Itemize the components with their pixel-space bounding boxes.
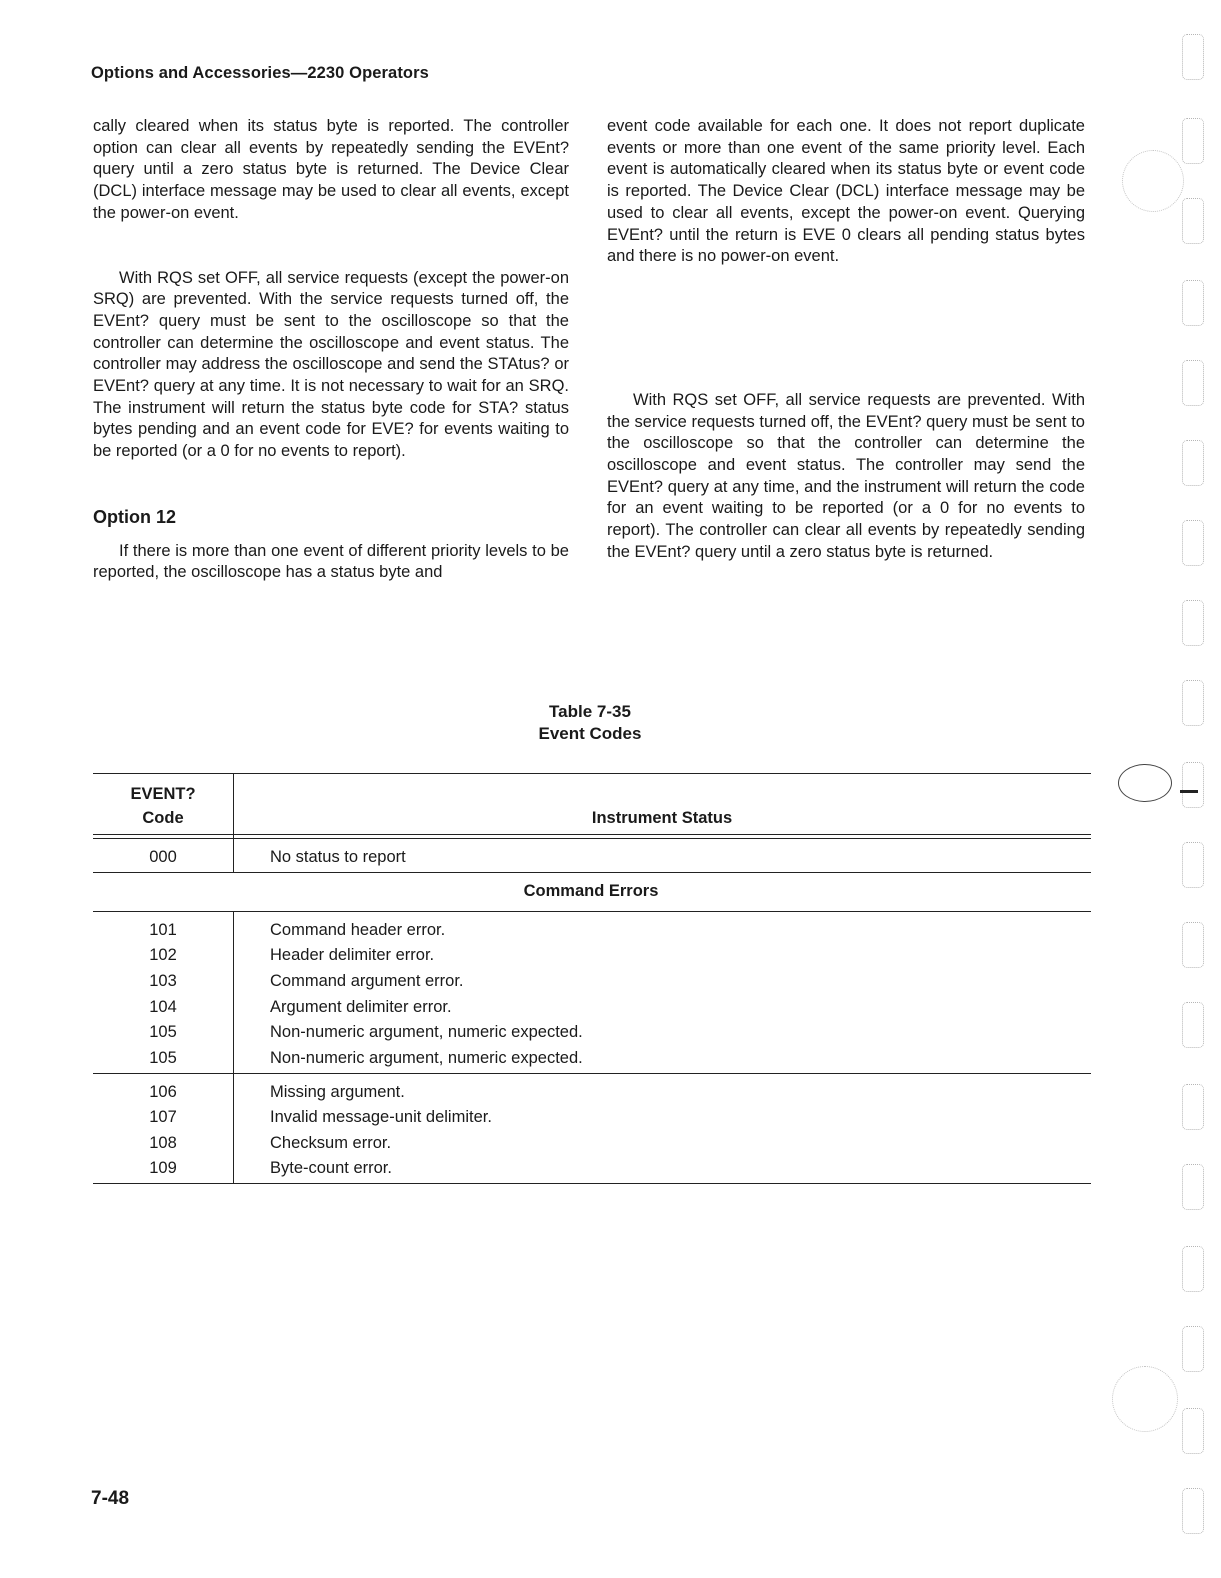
table-row-status: Invalid message-unit delimiter. xyxy=(270,1108,492,1126)
table-row-status: No status to report xyxy=(270,848,406,866)
left-paragraph-1: cally cleared when its status byte is reported. The controller option can clear all events by repeatedly sending the EVEnt? query until a zero status byte is returned. The Device Clear (DCL) interface message may be used to clear all events, except the power-on event. xyxy=(93,117,569,222)
section-heading-option-12: Option 12 xyxy=(93,506,177,527)
binder-ring-icon xyxy=(1112,1366,1178,1432)
table-row-code: 108 xyxy=(149,1134,177,1152)
code-header-line1: EVENT? xyxy=(130,785,196,803)
page-number: 7-48 xyxy=(91,1488,130,1509)
table-row-status: Argument delimiter error. xyxy=(270,998,452,1016)
table-row-code: 104 xyxy=(149,998,177,1016)
table-row-status: Command argument error. xyxy=(270,972,464,990)
binder-hole xyxy=(1182,1488,1204,1534)
table-row-code: 101 xyxy=(149,921,177,939)
binder-hole xyxy=(1182,1002,1204,1048)
table-row-code: 105 xyxy=(149,1023,177,1041)
left-paragraph-3: If there is more than one event of different priority levels to be reported, the oscilloscope has a status byte and xyxy=(93,541,569,582)
binder-ring-icon xyxy=(1122,150,1184,212)
table-row-code: 000 xyxy=(149,848,177,866)
left-paragraph-2: With RQS set OFF, all service requests (except the power-on SRQ) are prevented. With the service requests turned off, the EVEnt? query must be sent to the oscilloscope so that the controller can determine the oscilloscope and event status. The controller may address the oscilloscope and send the STAtus? or EVEnt? query at any time. It is not necessary to wait for an SRQ. The instrument will return the status byte code for STA? status bytes pending and an event code for EVE? for events waiting to be reported (or a 0 for no events to report). xyxy=(93,268,569,461)
binder-hole xyxy=(1182,1164,1204,1210)
section-title-command-errors: Command Errors xyxy=(523,882,659,900)
table-row-code: 107 xyxy=(149,1108,177,1126)
table-row-status: Byte-count error. xyxy=(270,1159,392,1177)
table-row-code: 103 xyxy=(149,972,177,990)
binder-hole xyxy=(1182,1326,1204,1372)
table-bottom-rule xyxy=(93,1183,1091,1184)
table-row-status: Checksum error. xyxy=(270,1134,392,1152)
table-row-status: Header delimiter error. xyxy=(270,946,435,964)
code-header-line2: Code xyxy=(142,809,184,827)
binder-hole xyxy=(1182,762,1204,808)
table-row-status: Non-numeric argument, numeric expected. xyxy=(270,1049,583,1067)
binder-hole xyxy=(1182,1408,1204,1454)
right-paragraph-1: event code available for each one. It does not report duplicate events or more than one event of the same priority level. Each event is automatically cleared when its status byte or event code is reported. The Device Clear (DCL) interface message may be used to clear all events, except the power-on event. Querying EVEnt? until the return is EVE 0 clears all pending status bytes and there is no power-on event. xyxy=(607,117,1085,266)
section-rule-bottom xyxy=(93,911,1091,912)
binder-holes xyxy=(1170,0,1221,1578)
binder-hole xyxy=(1182,842,1204,888)
table-row-code: 102 xyxy=(149,946,177,964)
running-head: Options and Accessories—2230 Operators xyxy=(91,64,429,82)
header-rule-2 xyxy=(93,838,1091,839)
binder-hole xyxy=(1182,1084,1204,1130)
binder-ring-icon xyxy=(1118,764,1172,802)
binder-hole xyxy=(1182,198,1204,244)
binder-hole xyxy=(1182,680,1204,726)
status-header: Instrument Status xyxy=(591,809,733,827)
left-column xyxy=(93,116,569,584)
binder-hole xyxy=(1182,280,1204,326)
table-row-status: Missing argument. xyxy=(270,1083,405,1101)
binder-hole xyxy=(1182,360,1204,406)
right-paragraph-2: With RQS set OFF, all service requests are prevented. With the service requests turned off, the EVEnt? query must be sent to the oscilloscope so that the controller can determine the oscilloscope and event status. The controller may send the EVEnt? query at any time, and the instrument will return the code for an event waiting to be reported (or a 0 for no events to report). The controller can clear all events by repeatedly sending the EVEnt? query until a zero status byte is returned. xyxy=(607,390,1085,561)
column-divider-bottom xyxy=(233,911,234,1183)
table-row-code: 106 xyxy=(149,1083,177,1101)
table-title: Event Codes xyxy=(538,724,642,743)
binder-hole xyxy=(1182,922,1204,968)
binder-hole xyxy=(1182,118,1204,164)
table-number: Table 7-35 xyxy=(549,702,631,721)
binder-hole xyxy=(1182,34,1204,80)
header-rule-1 xyxy=(93,834,1091,835)
section-rule-top xyxy=(93,872,1091,873)
table-row-code: 105 xyxy=(149,1049,177,1067)
binder-hole xyxy=(1182,520,1204,566)
table-row-status: Non-numeric argument, numeric expected. xyxy=(270,1023,583,1041)
group-divider-rule xyxy=(93,1073,1091,1074)
tab-marker xyxy=(1180,790,1198,793)
table-top-rule xyxy=(93,773,1091,774)
binder-hole xyxy=(1182,600,1204,646)
right-column xyxy=(607,116,1085,564)
binder-hole xyxy=(1182,1246,1204,1292)
table-row-status: Command header error. xyxy=(270,921,446,939)
table-row-code: 109 xyxy=(149,1159,177,1177)
binder-hole xyxy=(1182,440,1204,486)
